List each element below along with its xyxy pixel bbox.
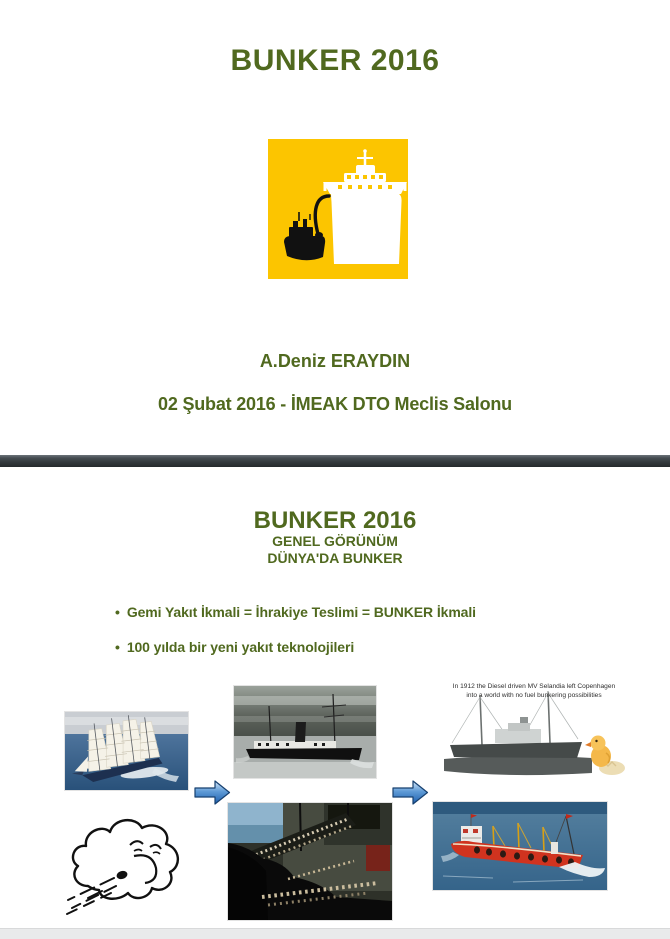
page-bottom-gap — [0, 928, 670, 939]
slide-divider-bar — [0, 455, 670, 467]
slide-1 — [0, 0, 670, 455]
slide2-subtitle-2: DÜNYA'DA BUNKER — [267, 550, 403, 566]
coal-bunkering-photo — [227, 802, 393, 921]
bullet-marker: • — [115, 639, 120, 655]
arrow-right-1 — [194, 779, 231, 806]
slide1-author: A.Deniz ERAYDIN — [259, 351, 411, 371]
bullet-text-1: Gemi Yakıt İkmali = İhrakiye Teslimi = BUNKER İkmali — [126, 604, 476, 620]
bullet-item-1 — [115, 604, 595, 620]
slide2-title: BUNKER 2016 — [253, 507, 417, 534]
bunker-logo — [268, 139, 408, 279]
wind-cloud-illustration — [58, 798, 190, 916]
slide1-event-line: 02 Şubat 2016 - İMEAK DTO Meclis Salonu — [158, 394, 512, 414]
red-tanker-photo — [432, 801, 608, 891]
selandia-caption-line-1: In 1912 the Diesel driven MV Selandia left Copenhagen — [452, 683, 616, 690]
steamship-photo — [233, 685, 377, 779]
bullet-text-2: 100 yılda bir yeni yakıt teknolojileri — [126, 639, 355, 655]
selandia-caption-line-2: into a world with no fuel bunkering possibilities — [466, 692, 602, 699]
bunker-logo-icon — [268, 139, 408, 279]
sailing-ship-photo — [64, 711, 189, 791]
slide2-subtitle-1: GENEL GÖRÜNÜM — [272, 533, 398, 549]
selandia-captioned-image — [440, 679, 628, 787]
bullet-marker: • — [115, 604, 120, 620]
bullet-item-2 — [115, 639, 595, 655]
slide1-title: BUNKER 2016 — [230, 44, 440, 77]
slide-2 — [0, 467, 670, 928]
arrow-right-2 — [392, 779, 429, 806]
